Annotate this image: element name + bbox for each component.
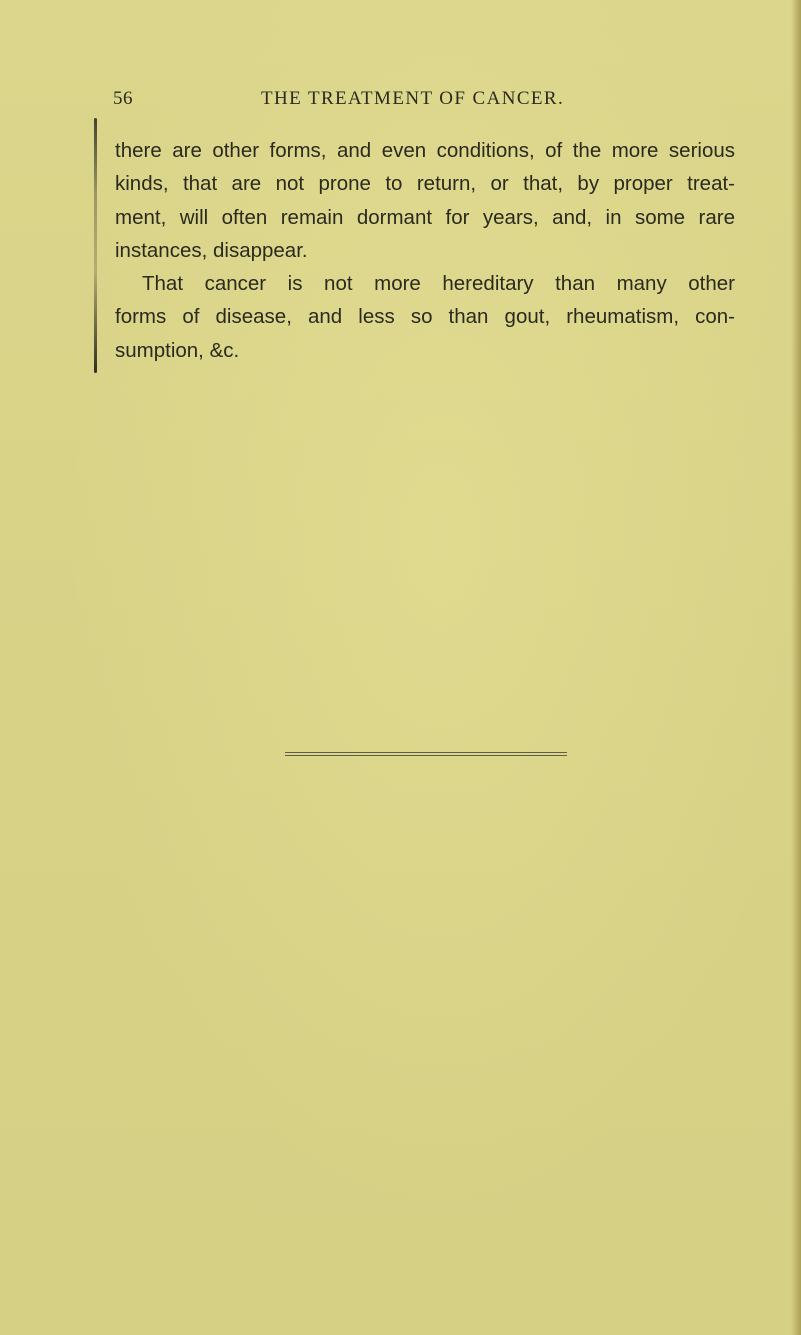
page-edge-shadow — [791, 0, 801, 1335]
paragraph-start-line: That cancer is not more hereditary than many other — [142, 272, 735, 296]
page-number: 56 — [113, 88, 133, 109]
text-line: sumption, &c. — [115, 338, 240, 362]
section-end-rule — [285, 752, 567, 756]
binding-mark — [94, 118, 97, 373]
page-header — [113, 88, 615, 118]
text-line: there are other forms, and even conditions, of the more serious — [115, 139, 735, 162]
text-line: forms of disease, and less so than gout, rheumatism, con- — [115, 305, 735, 329]
text-line: instances, disappear. — [115, 238, 308, 262]
body-text — [115, 134, 735, 367]
running-title: THE TREATMENT OF CANCER. — [261, 88, 565, 109]
text-line: kinds, that are not prone to return, or that, by proper treat- — [115, 172, 735, 196]
text-line: ment, will often remain dormant for years, and, in some rare — [115, 205, 735, 229]
